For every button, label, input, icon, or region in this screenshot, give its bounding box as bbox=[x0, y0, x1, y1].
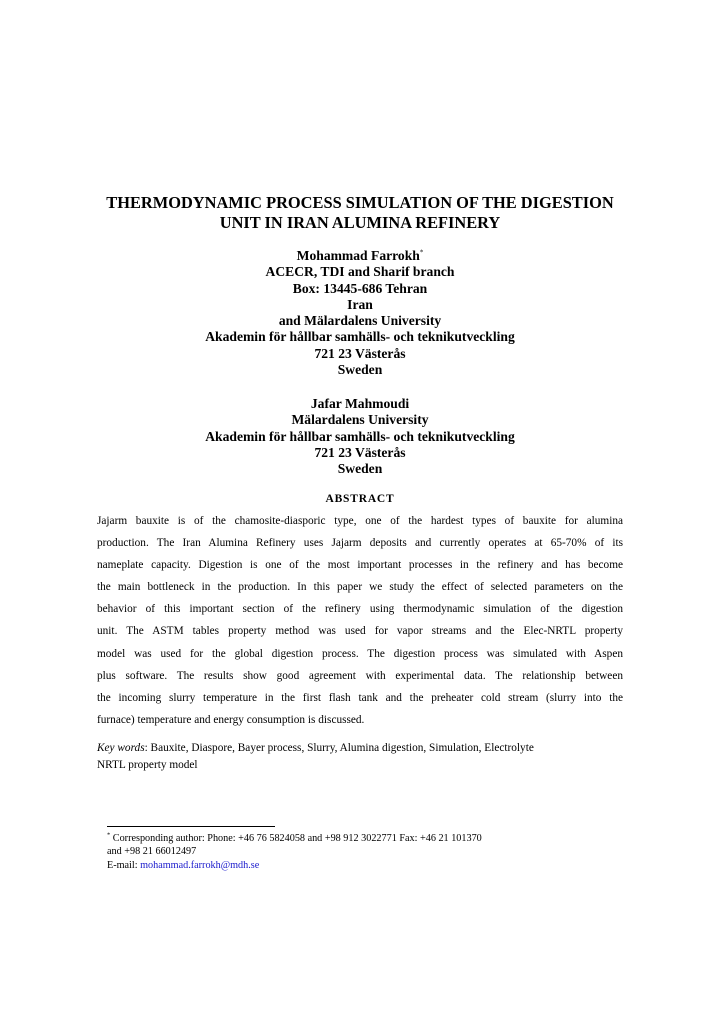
keywords-list: : Bauxite, Diaspore, Bayer process, Slurry, Alumina digestion, Simulation, Electrolyte bbox=[144, 742, 534, 754]
abstract-body bbox=[97, 510, 623, 731]
author-1-affiliation-line: Iran bbox=[347, 296, 373, 312]
author-2-affiliation-line: Akademin för hållbar samhälls- och teknikutveckling bbox=[205, 428, 515, 444]
footnote-line-2: and +98 21 66012497 bbox=[107, 846, 197, 858]
email-link[interactable]: mohammad.farrokh@mdh.se bbox=[140, 859, 260, 871]
author-block-2 bbox=[80, 396, 640, 477]
author-1-affiliation-line: Sweden bbox=[337, 362, 383, 378]
author-1-name: Mohammad Farrokh bbox=[296, 248, 420, 263]
abstract-line: the main bottleneck in the production. In this paper we study the effect of selected parameters on the bbox=[97, 581, 623, 594]
corresponding-marker: * bbox=[419, 248, 424, 257]
email-label: E-mail: bbox=[107, 859, 141, 871]
footnote-marker: * bbox=[107, 831, 111, 839]
abstract-line: furnace) temperature and energy consumption is discussed. bbox=[97, 713, 365, 726]
title-line-1: THERMODYNAMIC PROCESS SIMULATION OF THE DIGESTION bbox=[106, 193, 614, 212]
abstract-line: plus software. The results show good agreement with experimental data. The relationship between bbox=[97, 669, 623, 682]
keywords-line-1 bbox=[97, 740, 637, 757]
corresponding-author-contact: Corresponding author: Phone: +46 76 5824058 and +98 912 3022771 Fax: +46 21 101370 bbox=[110, 833, 482, 844]
title-line-2: UNIT IN IRAN ALUMINA REFINERY bbox=[219, 213, 501, 232]
author-1-affiliation-line: Box: 13445-686 Tehran bbox=[292, 280, 428, 296]
footnote-line-1 bbox=[107, 832, 627, 845]
abstract-line: production. The Iran Alumina Refinery uses Jajarm deposits and currently operates at 65-70% of its bbox=[97, 537, 623, 550]
author-1-name-line bbox=[80, 248, 640, 264]
abstract-line: unit. The ASTM tables property method was used for vapor streams and the Elec-NRTL property bbox=[97, 625, 623, 638]
footnote bbox=[107, 832, 627, 872]
abstract-line: behavior of this important section of the refinery using thermodynamic simulation of the digestion bbox=[97, 603, 623, 616]
author-block-1 bbox=[80, 248, 640, 378]
abstract-line: the incoming slurry temperature in the first flash tank and the preheater cold stream (slurry into the bbox=[97, 691, 623, 704]
abstract-heading: ABSTRACT bbox=[325, 493, 395, 505]
abstract-line: Jajarm bauxite is of the chamosite-diasporic type, one of the hardest types of bauxite for alumina bbox=[97, 515, 623, 527]
author-2-affiliation-line: Mälardalens University bbox=[291, 412, 429, 428]
author-1-affiliation-line: and Mälardalens University bbox=[278, 313, 442, 329]
author-2-affiliation-line: Sweden bbox=[337, 461, 383, 477]
keywords-label: Key words bbox=[97, 742, 145, 754]
author-2-affiliation-line: 721 23 Västerås bbox=[314, 444, 406, 460]
footnote-rule bbox=[107, 826, 275, 827]
author-1-affiliation-line: Akademin för hållbar samhälls- och teknikutveckling bbox=[205, 329, 515, 345]
abstract-line: nameplate capacity. Digestion is one of the most important processes in the refinery and has become bbox=[97, 559, 623, 572]
abstract-line: model was used for the global digestion process. The digestion process was simulated with Aspen bbox=[97, 647, 623, 660]
paper-title bbox=[60, 193, 660, 233]
author-1-affiliation-line: 721 23 Västerås bbox=[314, 345, 406, 361]
author-2-name: Jafar Mahmoudi bbox=[310, 396, 410, 411]
keywords bbox=[97, 740, 637, 773]
footnote-line-3 bbox=[107, 859, 627, 872]
keywords-line-2: NRTL property model bbox=[97, 758, 198, 771]
author-1-affiliation-line: ACECR, TDI and Sharif branch bbox=[265, 264, 455, 280]
